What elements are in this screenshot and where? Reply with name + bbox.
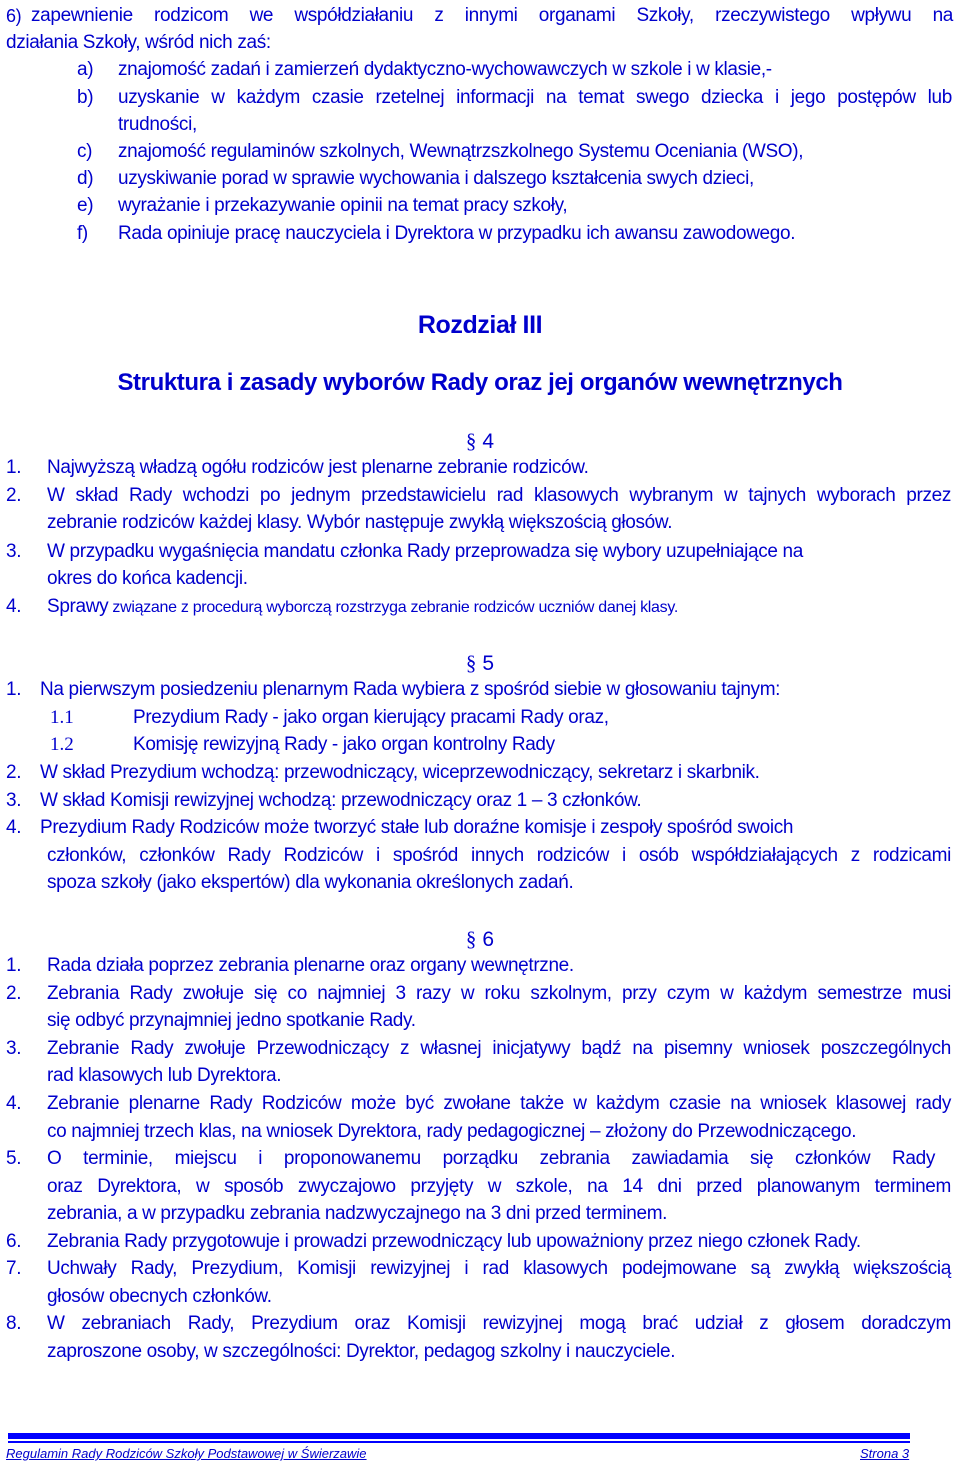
section-5-item-text: Prezydium Rady Rodziców może tworzyć stałe lub doraźne komisje i zespoły spośród swoich — [40, 817, 794, 838]
section-4-item-text: okres do końca kadencji. — [47, 568, 248, 589]
intro-item-text: Rada opiniuje pracę nauczyciela i Dyrektora w przypadku ich awansu zawodowego. — [118, 223, 796, 244]
section-6-item-number: 6. — [6, 1231, 22, 1252]
section-5-heading — [0, 651, 960, 676]
section-6-item-number: 3. — [6, 1038, 22, 1059]
section-4-item-number: 3. — [6, 541, 22, 562]
section-6-item-text: Zebranie Rady zwołuje Przewodniczący z własnej inicjatywy bądź na pisemny wniosek poszczególnych — [47, 1038, 951, 1059]
section-sign: § — [465, 651, 477, 675]
section-sign: § — [465, 429, 477, 453]
section-4-heading — [0, 429, 960, 454]
intro-item-label: f) — [77, 223, 88, 244]
section-number: 6 — [482, 928, 495, 951]
section-5-subitem-text: Prezydium Rady - jako organ kierujący pracami Rady oraz, — [133, 707, 609, 728]
section-6-item-text: zaproszone osoby, w szczególności: Dyrektor, pedagog szkolny i nauczyciele. — [47, 1341, 676, 1362]
item-6-line-2: działania Szkoły, wśród nich zaś: — [6, 32, 271, 53]
section-6-item-number: 5. — [6, 1148, 22, 1169]
section-5-subitem-number: 1.2 — [50, 734, 74, 755]
section-6-item-text: W zebraniach Rady, Prezydium oraz Komisji rewizyjnej mogą brać udział z głosem doradczym — [47, 1313, 951, 1334]
section-5-subitem-number: 1.1 — [50, 707, 74, 728]
section-6-item-text: O terminie, miejscu i proponowanemu porządku zebrania zawiadamia się członków Rady — [47, 1148, 935, 1169]
section-5-item-number: 2. — [6, 762, 22, 783]
section-6-item-text: Zebrania Rady zwołuje się co najmniej 3 razy w roku szkolnym, przy czym w każdym semestrze musi — [47, 983, 951, 1004]
footer-document-title: Regulamin Rady Rodziców Szkoły Podstawowej w Świerzawie — [6, 1446, 367, 1461]
item-6-line-1: zapewnienie rodzicom we współdziałaniu z innymi organami Szkoły, rzeczywistego wpływu na — [31, 5, 953, 26]
section-6-item-text: głosów obecnych członków. — [47, 1286, 272, 1307]
section-6-item-text: oraz Dyrektora, w sposób zwyczajowo przyjęty w szkole, na 14 dni przed planowanym terminem — [47, 1176, 951, 1197]
item-6-number: 6) — [6, 6, 22, 26]
intro-item-label: e) — [77, 195, 94, 216]
footer-rule-thin — [8, 1441, 910, 1443]
section-sign: § — [465, 927, 477, 951]
intro-item-text: uzyskiwanie porad w sprawie wychowania i dalszego kształcenia swych dzieci, — [118, 168, 754, 189]
section-4-item-number: 1. — [6, 457, 22, 478]
section-5-subitem-text: Komisję rewizyjną Rady - jako organ kontrolny Rady — [133, 734, 555, 755]
section-4-item-text: Najwyższą władzą ogółu rodziców jest plenarne zebranie rodziców. — [47, 457, 589, 478]
intro-item-label: b) — [77, 87, 94, 108]
section-number: 5 — [482, 652, 495, 675]
footer-rule-thick — [8, 1433, 910, 1439]
section-5-item-text: W skład Komisji rewizyjnej wchodzą: przewodniczący oraz 1 – 3 członków. — [40, 790, 642, 811]
intro-item-text: trudności, — [118, 114, 197, 135]
section-6-item-number: 1. — [6, 955, 22, 976]
section-4-item-number: 4. — [6, 596, 22, 617]
section-4-item-number: 2. — [6, 485, 22, 506]
section-6-item-number: 7. — [6, 1258, 22, 1279]
section-4-item-text: W przypadku wygaśnięcia mandatu członka Rady przeprowadza się wybory uzupełniające na — [47, 541, 803, 562]
section-4-item-text — [47, 595, 678, 620]
section-5-item-text: członków, członków Rady Rodziców i spośród innych rodziców i osób współdziałających z rodzicami — [47, 845, 951, 866]
intro-item-text: znajomość regulaminów szkolnych, Wewnątrzszkolnego Systemu Oceniania (WSO), — [118, 141, 804, 162]
section-5-item-text: W skład Prezydium wchodzą: przewodniczący, wiceprzewodniczący, sekretarz i skarbnik. — [40, 762, 760, 783]
section-4-item-rest: związane z procedurą wyborczą rozstrzyga zebranie rodziców uczniów danej klasy. — [108, 599, 679, 616]
section-6-item-number: 4. — [6, 1093, 22, 1114]
section-4-item-lead: Sprawy — [47, 596, 109, 617]
section-6-item-text: zebrania, a w przypadku zebrania nadzwyczajnego na 3 dni przed terminem. — [47, 1203, 668, 1224]
section-6-item-text: Uchwały Rady, Prezydium, Komisji rewizyjnej i rad klasowych podejmowane są zwykłą większością — [47, 1258, 951, 1279]
section-6-item-text: Rada działa poprzez zebrania plenarne oraz organy wewnętrzne. — [47, 955, 574, 976]
intro-item-label: c) — [77, 141, 93, 162]
section-5-item-text: spoza szkoły (jako ekspertów) dla wykonania określonych zadań. — [47, 872, 574, 893]
section-5-item-number: 4. — [6, 817, 22, 838]
section-6-item-number: 2. — [6, 983, 22, 1004]
section-6-item-text: się odbyć przynajmniej jedno spotkanie Rady. — [47, 1010, 416, 1031]
footer-page-number: Strona 3 — [860, 1446, 910, 1461]
section-6-item-text: rad klasowych lub Dyrektora. — [47, 1065, 282, 1086]
section-number: 4 — [482, 430, 495, 453]
section-6-heading — [0, 927, 960, 952]
section-6-item-text: Zebranie plenarne Rady Rodziców może być zwołane także w każdym czasie na wniosek klasowej rady — [47, 1093, 951, 1114]
chapter-subtitle: Struktura i zasady wyborów Rady oraz jej organów wewnętrznych — [117, 369, 843, 396]
intro-item-label: d) — [77, 168, 94, 189]
section-5-item-text: Na pierwszym posiedzeniu plenarnym Rada wybiera z spośród siebie w głosowaniu tajnym: — [40, 679, 781, 700]
chapter-title: Rozdział III — [417, 311, 543, 339]
section-6-item-text: co najmniej trzech klas, na wniosek Dyrektora, rady pedagogicznej – złożony do Przewodniczącego. — [47, 1121, 857, 1142]
section-4-item-text: zebranie rodziców każdej klasy. Wybór następuje zwykłą większością głosów. — [47, 512, 673, 533]
intro-item-label: a) — [77, 59, 94, 80]
section-6-item-number: 8. — [6, 1313, 22, 1334]
intro-item-text: znajomość zadań i zamierzeń dydaktyczno-wychowawczych w szkole i w klasie,- — [118, 59, 772, 80]
section-5-item-number: 1. — [6, 679, 22, 700]
intro-item-text: wyrażanie i przekazywanie opinii na temat pracy szkoły, — [118, 195, 568, 216]
section-5-item-number: 3. — [6, 790, 22, 811]
section-4-item-text: W skład Rady wchodzi po jednym przedstawicielu rad klasowych wybranym w tajnych wyborach przez — [47, 485, 951, 506]
section-6-item-text: Zebrania Rady przygotowuje i prowadzi przewodniczący lub upoważniony przez niego członek Rady. — [47, 1231, 861, 1252]
intro-item-text: uzyskanie w każdym czasie rzetelnej informacji na temat swego dziecka i jego postępów lub — [118, 87, 952, 108]
